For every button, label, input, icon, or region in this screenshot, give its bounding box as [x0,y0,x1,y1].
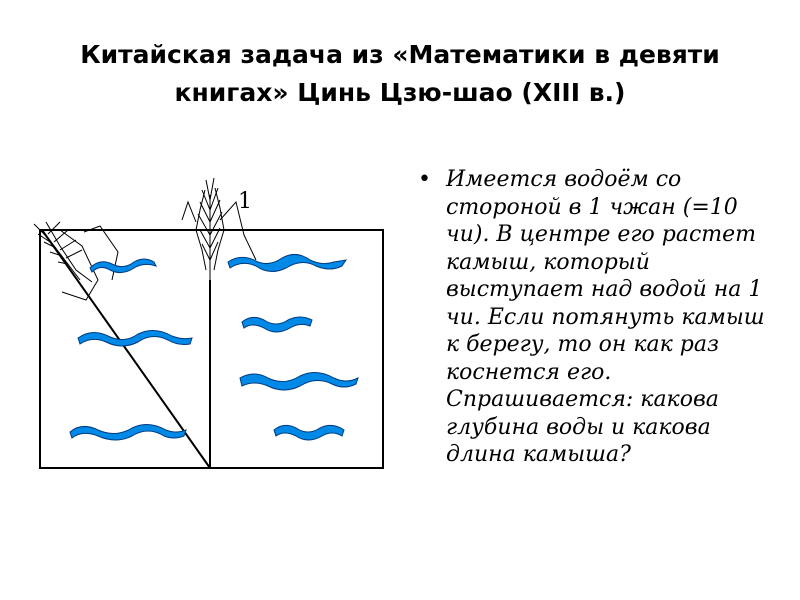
reed-plume-tilted [34,222,118,300]
water-waves [70,254,358,440]
problem-text: Имеется водоём со стороной в 1 чжан (=10 чи). В центре его растет камыш, который выступает над водой на 1 чи. Если потянуть камыш к берегу, то он как раз коснется его. Спрашивается: какова глубина воды и какова длина камыша? [446,167,765,467]
problem-statement [418,166,768,469]
bullet-marker: • [418,167,431,192]
pond-figure [20,150,400,480]
problem-list [418,166,768,469]
slide-title: Китайская задача из «Математики в девяти книгах» Цинь Цзю-шао (XIII в.) [80,40,720,107]
reed-height-label: 1 [238,189,252,214]
